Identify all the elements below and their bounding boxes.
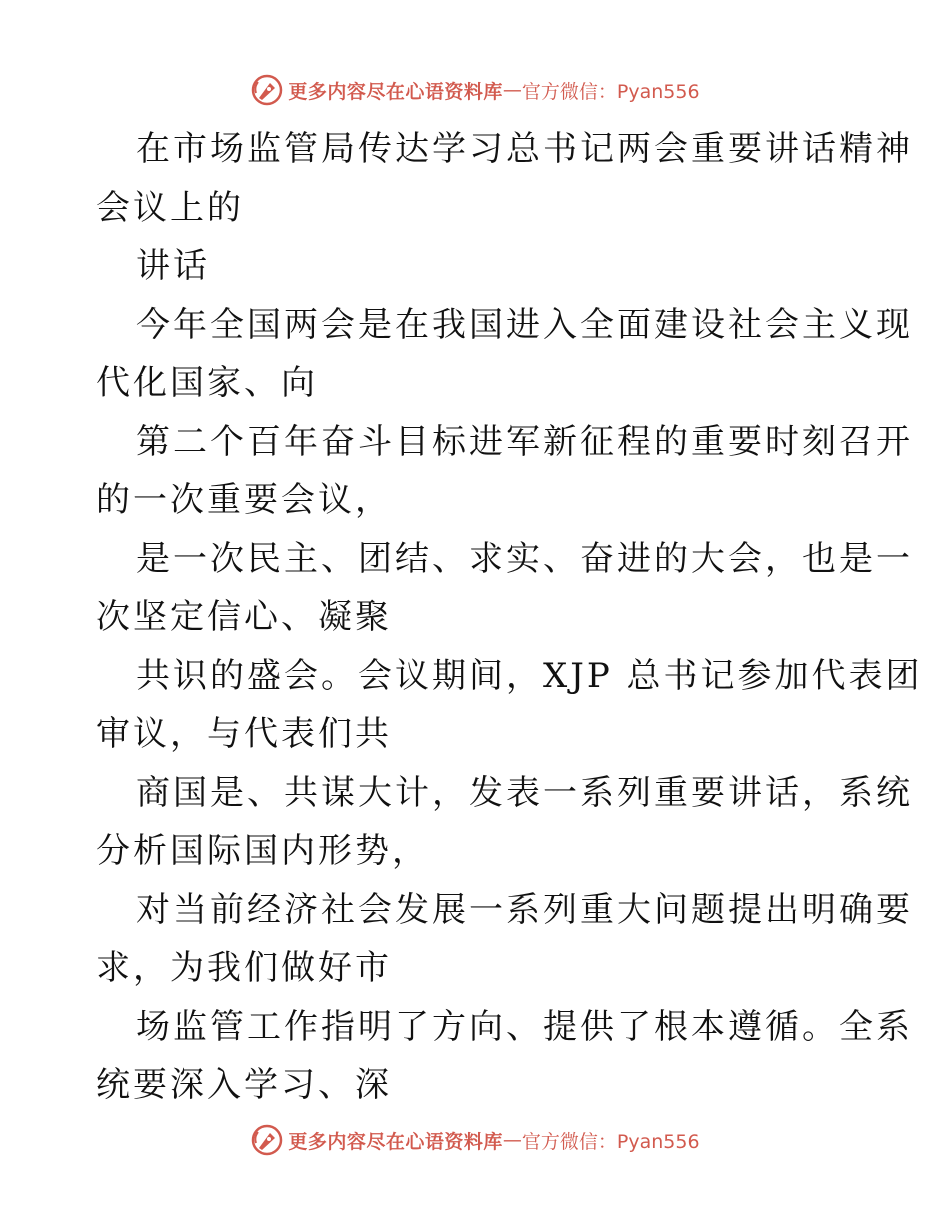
banner-title: 更多内容尽在心语资料库 <box>288 1130 503 1153</box>
header-watermark-banner <box>0 70 950 110</box>
text-line: 共识的盛会。会议期间，XJP 总书记参加代表团 <box>136 655 923 696</box>
text-line: 场监管工作指明了方向、提供了根本遵循。全系 <box>136 1006 913 1047</box>
text-line: 在市场监管局传达学习总书记两会重要讲话精神 <box>136 129 913 169</box>
banner-dash: — <box>502 79 522 101</box>
banner-dash: — <box>502 1129 522 1151</box>
text-line: 分析国际国内形势， <box>96 831 429 871</box>
pen-nib-logo-icon <box>250 1123 284 1157</box>
pen-nib-logo-icon <box>250 73 284 107</box>
text-line: 第二个百年奋斗目标进军新征程的重要时刻召开 <box>136 421 913 462</box>
text-line: 审议，与代表们共 <box>96 714 392 754</box>
text-line: 对当前经济社会发展一系列重大问题提出明确要 <box>136 889 913 930</box>
text-line: 统要深入学习、深 <box>96 1065 392 1105</box>
footer-watermark-banner <box>0 1120 950 1160</box>
text-line: 会议上的 <box>96 187 244 228</box>
banner-title: 更多内容尽在心语资料库 <box>288 80 503 103</box>
text-line: 的一次重要会议， <box>96 480 392 520</box>
text-line: 求，为我们做好市 <box>96 948 392 988</box>
document-body <box>96 120 923 1115</box>
text-line: 商国是、共谋大计，发表一系列重要讲话，系统 <box>136 772 913 813</box>
banner-contact: 官方微信：Pyan556 <box>521 80 700 103</box>
banner-contact: 官方微信：Pyan556 <box>521 1130 700 1153</box>
text-line: 是一次民主、团结、求实、奋进的大会，也是一 <box>136 538 913 579</box>
text-line: 今年全国两会是在我国进入全面建设社会主义现 <box>136 304 913 345</box>
text-line: 讲话 <box>136 246 210 286</box>
text-line: 次坚定信心、凝聚 <box>96 597 392 637</box>
text-line: 代化国家、向 <box>96 363 318 403</box>
